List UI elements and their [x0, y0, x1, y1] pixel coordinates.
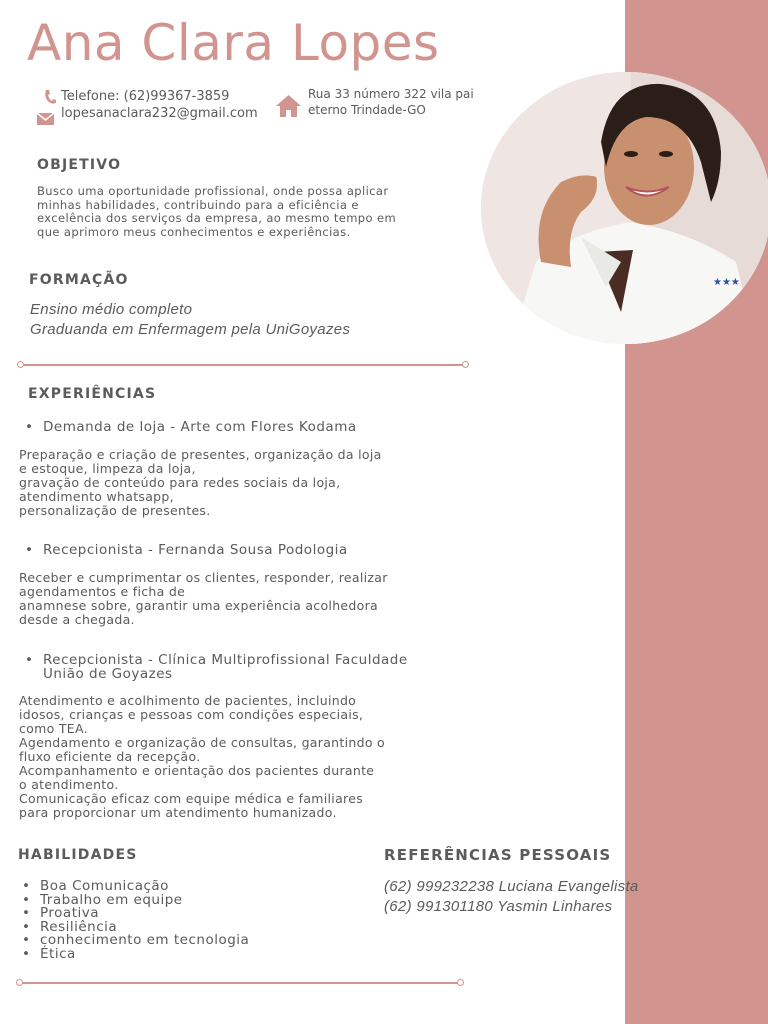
job-line: Agendamento e organização de consultas, garantindo o [19, 735, 385, 750]
job-line: gravação de conteúdo para redes sociais da loja, [19, 475, 341, 490]
svg-text:★★★: ★★★ [713, 277, 740, 288]
job-line: personalização de presentes. [19, 503, 211, 518]
job-line: agendamentos e ficha de [19, 584, 186, 599]
job-line: o atendimento. [19, 777, 119, 792]
divider-endpoint [17, 361, 24, 368]
job-line: como TEA. [19, 721, 88, 736]
job-line: idosos, crianças e pessoas com condições especiais, [19, 707, 364, 722]
reference-item: (62) 999232238 Luciana Evangelista [384, 878, 639, 895]
job-line: Preparação e criação de presentes, organização da loja [19, 447, 382, 462]
objective-text [37, 185, 396, 239]
skill-item: • Proativa [40, 907, 249, 921]
mail-icon [37, 110, 54, 129]
email-text: lopesanaclara232@gmail.com [61, 106, 258, 121]
references-list [384, 877, 639, 917]
job-role: • Demanda de loja - Arte com Flores Kodama [43, 420, 357, 434]
skill-item: • Ética [40, 948, 249, 962]
job-line: anamnese sobre, garantir uma experiência acolhedora [19, 598, 378, 613]
job-line: desde a chegada. [19, 612, 135, 627]
education-item: Graduanda em Enfermagem pela UniGoyazes [30, 321, 351, 338]
job-line: fluxo eficiente da recepção. [19, 749, 201, 764]
section-divider [22, 364, 466, 366]
reference-item: (62) 991301180 Yasmin Linhares [384, 898, 613, 915]
experience-title: EXPERIÊNCIAS [28, 386, 157, 402]
objective-line: minhas habilidades, contribuindo para a eficiência e [37, 197, 359, 212]
phone-icon [43, 89, 57, 109]
education-title: FORMAÇÃO [29, 272, 129, 288]
address-line-2: eterno Trindade-GO [308, 103, 426, 117]
profile-photo-illustration [481, 72, 768, 344]
job-line: atendimento whatsapp, [19, 489, 174, 504]
divider-endpoint [16, 979, 23, 986]
job-description [19, 571, 388, 627]
footer-divider [22, 982, 460, 984]
skill-item: • Trabalho em equipe [40, 894, 249, 908]
education-list [30, 300, 350, 340]
job-line: Atendimento e acolhimento de pacientes, incluindo [19, 693, 357, 708]
education-item: Ensino médio completo [30, 301, 193, 318]
skill-item: • Resiliência [40, 921, 249, 935]
job-line: para proporcionar um atendimento humanizado. [19, 805, 337, 820]
address-line-1: Rua 33 número 322 vila pai [308, 87, 474, 101]
job-line: e estoque, limpeza da loja, [19, 461, 196, 476]
references-title: REFERÊNCIAS PESSOAIS [384, 846, 612, 864]
objective-line: que aprimoro meus conhecimentos e experiências. [37, 224, 351, 239]
job-line: Receber e cumprimentar os clientes, responder, realizar [19, 570, 388, 585]
profile-photo [481, 72, 768, 344]
objective-line: Busco uma oportunidade profissional, onde possa aplicar [37, 184, 389, 198]
job-role: • Recepcionista - Fernanda Sousa Podologia [43, 543, 348, 557]
objective-line: excelência dos serviços da empresa, ao mesmo tempo em [37, 211, 397, 225]
home-icon [276, 95, 301, 121]
skill-item: • conhecimento em tecnologia [40, 934, 249, 948]
job-line: Comunicação eficaz com equipe médica e familiares [19, 791, 364, 806]
phone-text: Telefone: (62)99367-3859 [61, 89, 230, 104]
skills-list [40, 880, 249, 961]
skills-title: HABILIDADES [18, 847, 138, 863]
job-line: Acompanhamento e orientação dos pacientes durante [19, 763, 375, 778]
job-description [19, 448, 382, 518]
job-description [19, 694, 385, 820]
job-role-line: • Recepcionista - Clínica Multiprofissional Faculdade [43, 652, 408, 668]
job-role-line: União de Goyazes [43, 666, 173, 682]
divider-endpoint [462, 361, 469, 368]
skill-item: • Boa Comunicação [40, 880, 249, 894]
job-role [43, 653, 408, 681]
divider-endpoint [457, 979, 464, 986]
candidate-name: Ana Clara Lopes [27, 14, 440, 72]
objective-title: OBJETIVO [37, 157, 122, 173]
